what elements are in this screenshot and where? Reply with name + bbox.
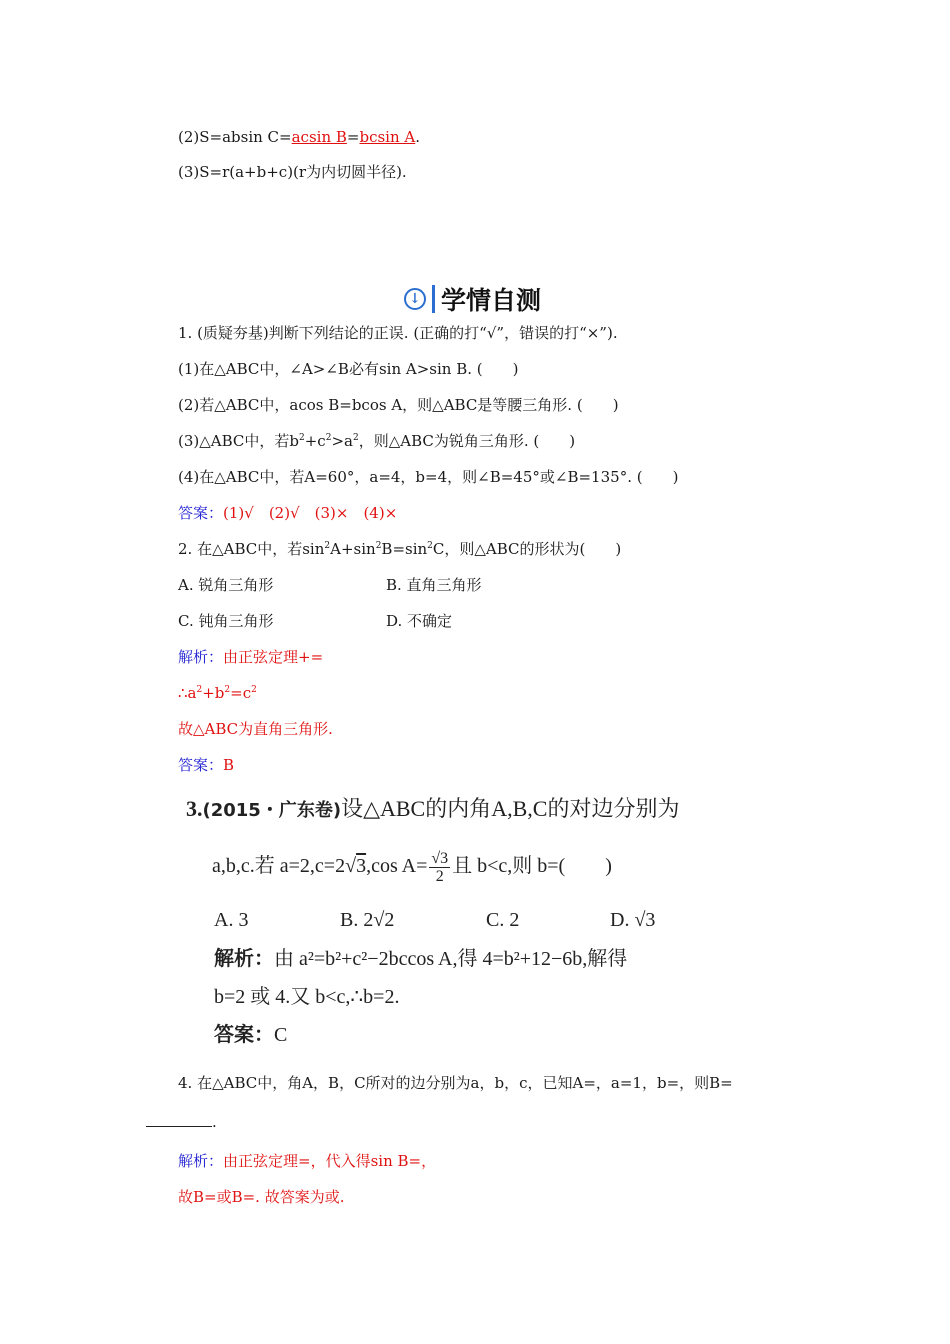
q3-analysis-2: b=2 或 4.又 b<c,∴b=2. bbox=[214, 986, 400, 1008]
down-arrow-circle-icon: ↓ bbox=[404, 288, 426, 310]
q1-answer bbox=[178, 503, 397, 523]
q3-number: 3. bbox=[186, 796, 203, 821]
q3-fraction bbox=[429, 850, 450, 885]
heading-divider bbox=[432, 285, 435, 313]
q1-answer-label: 答案： bbox=[178, 504, 224, 522]
q3-frac-den: 2 bbox=[435, 868, 444, 885]
q2-answer-value: B bbox=[223, 756, 235, 774]
q2-option-d: D. 不确定 bbox=[386, 612, 453, 630]
formula-2-prefix: (2)S=absin C= bbox=[178, 128, 292, 146]
q1-answer-value: (1)√ (2)√ (3)× (4)× bbox=[223, 504, 398, 522]
q4-analysis-2: 故B=或B=. 故答案为或. bbox=[178, 1188, 345, 1206]
section-heading bbox=[404, 282, 541, 316]
q3-stem-line-2: a,b,c.若 a=2,c=2√3,cos A= $\frac{√3}{2}$ 且 b<c,则 b=( ) bbox=[212, 850, 612, 885]
q4-blank-end: . bbox=[212, 1113, 217, 1131]
q4-answer-blank bbox=[146, 1112, 212, 1127]
q1-item-1: (1)在△ABC中，∠A>∠B必有sin A>sin B. ( ) bbox=[178, 360, 519, 378]
q2-option-a: A. 锐角三角形 bbox=[178, 576, 274, 594]
q3-answer bbox=[214, 1022, 287, 1048]
formula-2-term-b: bcsin A bbox=[359, 128, 416, 146]
q2-stem: 2. 在△ABC中，若$\sin^2A+\sin^2B=\sin^2C$，则△ABC的形状为( ) bbox=[178, 540, 622, 558]
q3-option-c: C. 2 bbox=[486, 909, 520, 931]
q2-analysis-3: 故△ABC为直角三角形. bbox=[178, 720, 333, 738]
q3-frac-num: √3 bbox=[431, 850, 449, 867]
q3-analysis-label: 解析： bbox=[214, 948, 274, 970]
q2-analysis-text-1: 由正弦定理+= bbox=[223, 648, 324, 666]
q3-source: (2015・广东卷) bbox=[202, 800, 342, 821]
q3-stem-line-1 bbox=[186, 796, 679, 824]
formula-2 bbox=[178, 127, 420, 147]
q3-sqrt-3: 3 bbox=[356, 855, 367, 878]
formula-2-end: . bbox=[415, 128, 421, 146]
q3-stem-2-post: 且 b<c,则 b=( ) bbox=[452, 855, 612, 878]
q3-option-b: B. 2√2 bbox=[340, 909, 395, 931]
q4-stem: 4. 在△ABC中，角A，B，C所对的边分别为a，b，c，已知A=，a=1，b=，则B= bbox=[178, 1074, 733, 1092]
q1-item-2: (2)若△ABC中，acos B=bcos A，则△ABC是等腰三角形. ( ) bbox=[178, 396, 619, 414]
formula-2-term-a: acsin B bbox=[291, 128, 347, 146]
q2-option-b: B. 直角三角形 bbox=[386, 576, 482, 594]
formula-3: (3)S=r(a+b+c)(r为内切圆半径). bbox=[178, 163, 407, 181]
q2-answer-label: 答案： bbox=[178, 756, 224, 774]
q2-analysis-2: $\therefore a^2+b^2=c^2$ bbox=[178, 684, 257, 702]
q3-answer-value: C bbox=[274, 1024, 288, 1046]
q2-analysis-1 bbox=[178, 647, 323, 667]
q3-analysis-text-1: 由 a²=b²+c²−2bccos A,得 4=b²+12−6b,解得 bbox=[274, 948, 628, 970]
q3-option-d: D. √3 bbox=[610, 909, 656, 931]
q4-analysis-text-1: 由正弦定理=，代入得sin B=， bbox=[223, 1152, 437, 1170]
q3-option-a: A. 3 bbox=[214, 909, 249, 931]
q1-item-3: (3)△ABC中，若$b^2+c^2>a^2$，则△ABC为锐角三角形. ( ) bbox=[178, 432, 576, 450]
q3-stem-2-mid: ,cos A= bbox=[366, 855, 428, 878]
q2-option-c: C. 钝角三角形 bbox=[178, 612, 274, 630]
section-title: 学情自测 bbox=[441, 286, 542, 315]
q4-blank-line bbox=[146, 1112, 217, 1132]
q3-answer-label: 答案： bbox=[214, 1024, 274, 1046]
q4-analysis-1 bbox=[178, 1151, 436, 1171]
formula-2-equals: = bbox=[346, 128, 360, 146]
q3-stem-1: 设△ABC的内角A,B,C的对边分别为 bbox=[341, 796, 680, 821]
q1-item-4: (4)在△ABC中，若A=60°，a=4，b=4，则∠B=45°或∠B=135°. ( ) bbox=[178, 468, 679, 486]
q4-analysis-label: 解析： bbox=[178, 1152, 224, 1170]
q3-stem-2-pre: a,b,c.若 a=2,c=2 bbox=[212, 855, 346, 878]
q1-stem: 1. (质疑夯基)判断下列结论的正误. (正确的打“√”，错误的打“×”). bbox=[178, 324, 618, 342]
q3-analysis-1 bbox=[214, 946, 627, 972]
q2-answer bbox=[178, 755, 234, 775]
q2-analysis-label: 解析： bbox=[178, 648, 224, 666]
